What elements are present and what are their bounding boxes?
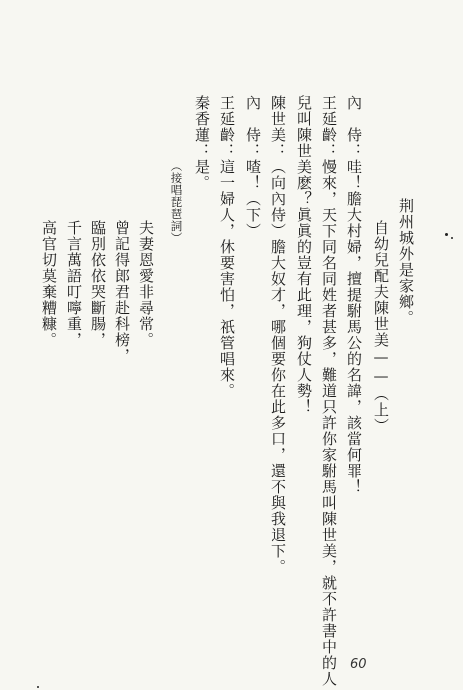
verse-line: 高官切莫棄糟糠。: [40, 220, 58, 348]
verse-line: 臨別依依哭斷腸，: [89, 220, 107, 348]
dialogue-line-qin: 秦香蓮：是。: [193, 95, 211, 191]
verse-line: 曾記得郎君赴科榜，: [113, 220, 131, 364]
dialogue-line-continued: 兒叫陳世美麽？眞眞的豈有此理，狗仗人勢！: [295, 95, 313, 415]
verse-line: 夫妻恩愛非尋常。: [137, 220, 155, 348]
dialogue-line-wang: 王延齡：慢來，天下同名同姓者甚多，難道只許你家駙馬叫陳世美，就不許書中的人: [320, 95, 338, 687]
stage-direction: （接唱琵琶詞）: [169, 160, 184, 244]
text-column: 自幼兒配夫陳世美——（上）: [372, 220, 390, 434]
dialogue-line-chen: 陳世美：（向內侍）膽大奴才，哪個要你在此多口，還不與我退下。: [269, 95, 287, 575]
print-speck: [445, 233, 448, 236]
page-number: 60: [350, 657, 367, 672]
dialogue-line-wang: 王延齡：這一婦人，休要害怕，祇管唱來。: [218, 95, 236, 399]
print-speck: [37, 686, 39, 688]
dialogue-line-eunuch: 內 侍：哇！膽大村婦，擅提駙馬公的名諱，該當何罪！: [345, 95, 363, 495]
dialogue-line-eunuch: 內 侍：喳！（下）: [244, 95, 262, 239]
text-column: 荆州城外是家鄉。: [397, 198, 415, 326]
print-speck: [451, 237, 453, 239]
verse-line: 千言萬語叮嚀重，: [65, 220, 83, 348]
